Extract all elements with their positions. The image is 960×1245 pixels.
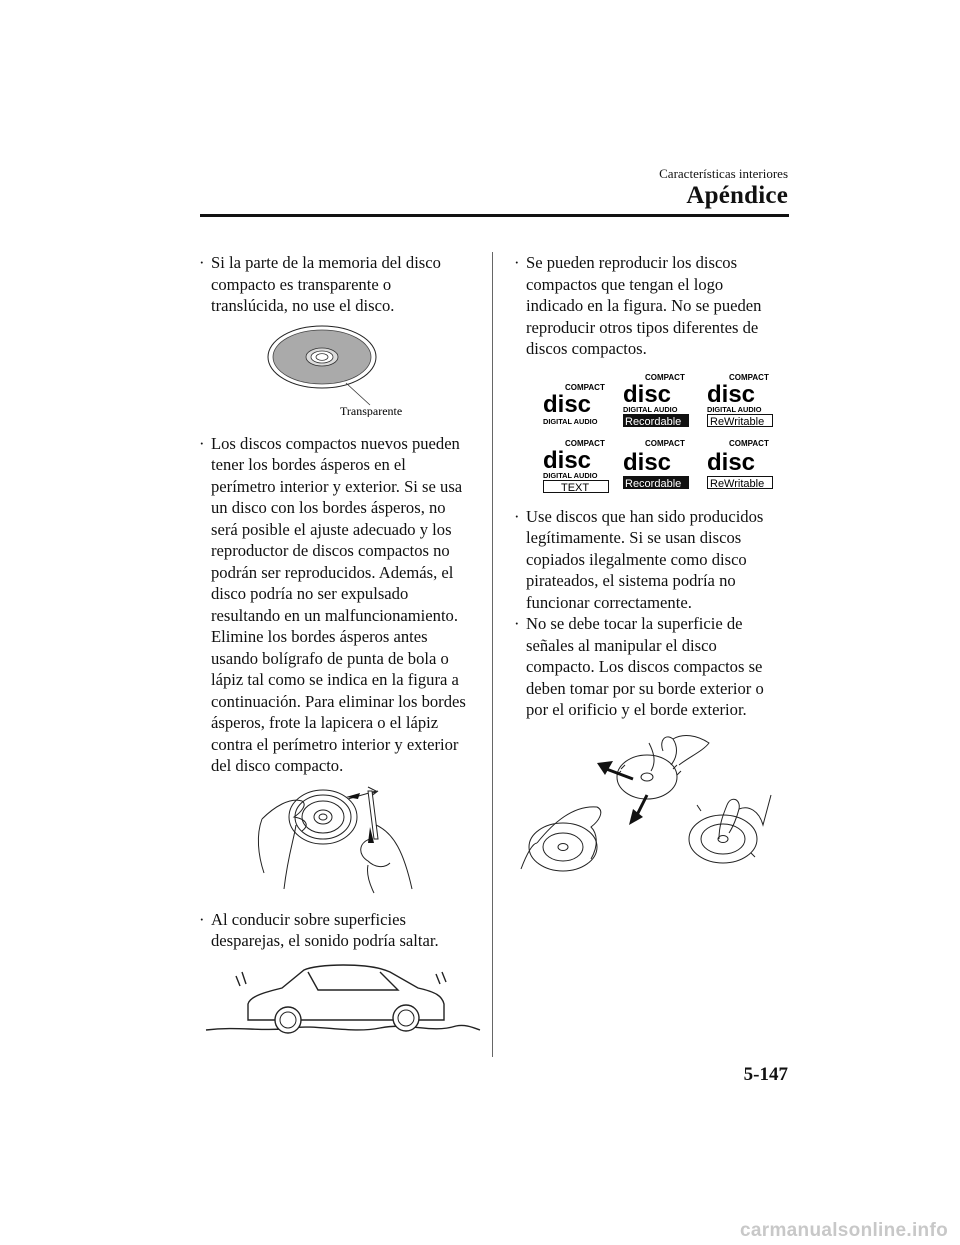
- footer-watermark-text[interactable]: carmanualsonline.info: [740, 1220, 948, 1241]
- svg-text:DIGITAL AUDIO: DIGITAL AUDIO: [623, 404, 678, 414]
- road-line: [206, 1025, 480, 1030]
- label-leader-line: [346, 383, 370, 405]
- svg-text:Recordable: Recordable: [625, 477, 682, 490]
- rear-wheel: [393, 1005, 419, 1031]
- svg-text:COMPACT: COMPACT: [729, 438, 769, 448]
- page-number: 5-147: [743, 1064, 788, 1085]
- logo-compact-disc-text: [543, 438, 609, 494]
- bullet-item-rough-edges: [198, 433, 468, 777]
- disc-illustration: [268, 326, 376, 388]
- bullet-item-handle-disc: [513, 613, 783, 721]
- column-divider: [492, 252, 493, 1057]
- disc-handling-figure: [513, 735, 775, 885]
- svg-text:disc: disc: [707, 380, 756, 408]
- svg-text:ReWritable: ReWritable: [710, 415, 765, 428]
- svg-text:Recordable: Recordable: [625, 415, 682, 428]
- bullet-mark: ·: [514, 506, 520, 526]
- section-title: Características interiores: [659, 166, 788, 181]
- svg-text:COMPACT: COMPACT: [645, 372, 685, 382]
- svg-text:DIGITAL AUDIO: DIGITAL AUDIO: [543, 470, 598, 480]
- disc-logos-grid: [513, 372, 783, 496]
- bullet-text: Se pueden reproducir los discos compactos que tengan el logo indicado en la figura. No se pueden reproducir otros tipos diferentes de discos compactos.: [526, 253, 762, 358]
- right-column: [513, 252, 783, 885]
- deburring-disc-figure: [198, 785, 468, 897]
- logo-compact-disc-rewritable-data: [707, 438, 773, 490]
- left-column: [198, 252, 468, 1048]
- svg-text:COMPACT: COMPACT: [565, 382, 605, 392]
- logo-compact-disc-recordable-data: [623, 438, 689, 490]
- bullet-text: Si la parte de la memoria del disco compacto es transparente o translúcida, no use el disco.: [211, 253, 441, 315]
- bullet-text: Los discos compactos nuevos pueden tener los bordes ásperos en el perímetro interior y exterior. Si se usa un disco con los bordes ásperos, no será posible el ajuste adecuado y los reproductor de discos compactos no podrán ser reproducidos. Además, el disco podría no ser expulsado resultando en un malfuncionamiento. Elimine los bordes ásperos antes usando bolígrafo de punta de bola o lápiz tal como se indica en la figura a continuación. Para eliminar los bordes ásperos, frote la lapicera o el lápiz contra el perímetro interior y exterior del disco compacto.: [211, 433, 466, 775]
- bullet-text: Al conducir sobre superficies desparejas, el sonido podría saltar.: [211, 909, 439, 950]
- transparent-disc-figure: [198, 321, 468, 417]
- chapter-title: Apéndice: [686, 182, 788, 209]
- bullet-item-transparent-disc: [198, 252, 468, 317]
- svg-text:disc: disc: [623, 448, 672, 476]
- svg-text:ReWritable: ReWritable: [710, 477, 765, 490]
- svg-text:disc: disc: [707, 448, 756, 476]
- bullet-item-compatible-logos: [513, 252, 783, 360]
- logo-compact-disc-digital-audio: [543, 382, 609, 426]
- transparent-label: Transparente: [340, 403, 403, 417]
- svg-text:disc: disc: [623, 380, 672, 408]
- bullet-item-legitimate-discs: [513, 506, 783, 614]
- bullet-mark: ·: [514, 614, 520, 633]
- svg-text:COMPACT: COMPACT: [565, 438, 605, 448]
- bullet-mark: ·: [514, 253, 520, 272]
- bullet-mark: ·: [199, 433, 205, 453]
- svg-text:DIGITAL AUDIO: DIGITAL AUDIO: [707, 404, 762, 414]
- svg-text:DIGITAL AUDIO: DIGITAL AUDIO: [543, 416, 598, 426]
- logo-compact-disc-recordable: [623, 372, 689, 428]
- svg-text:disc: disc: [543, 390, 592, 418]
- svg-text:COMPACT: COMPACT: [729, 372, 769, 382]
- svg-text:disc: disc: [543, 446, 592, 474]
- footer: [0, 1218, 960, 1245]
- front-wheel: [275, 1007, 301, 1033]
- svg-text:TEXT: TEXT: [561, 481, 590, 494]
- bullet-text: Use discos que han sido producidos legítimamente. Si se usan discos copiados ilegalmente como disco pirateados, el sistema podría no funcionar correctamente.: [526, 506, 764, 612]
- car-rough-road-figure: [200, 964, 490, 1048]
- bullet-mark: ·: [199, 253, 205, 272]
- bullet-text: No se debe tocar la superficie de señales al manipular el disco compacto. Los discos compactos se deben tomar por su borde exterior o por el orificio y el borde exterior.: [526, 614, 764, 719]
- logo-compact-disc-rewritable: [707, 372, 773, 428]
- svg-text:COMPACT: COMPACT: [645, 438, 685, 448]
- bullet-mark: ·: [199, 909, 205, 929]
- bullet-item-rough-road: [198, 909, 468, 952]
- header-rule: [200, 214, 789, 217]
